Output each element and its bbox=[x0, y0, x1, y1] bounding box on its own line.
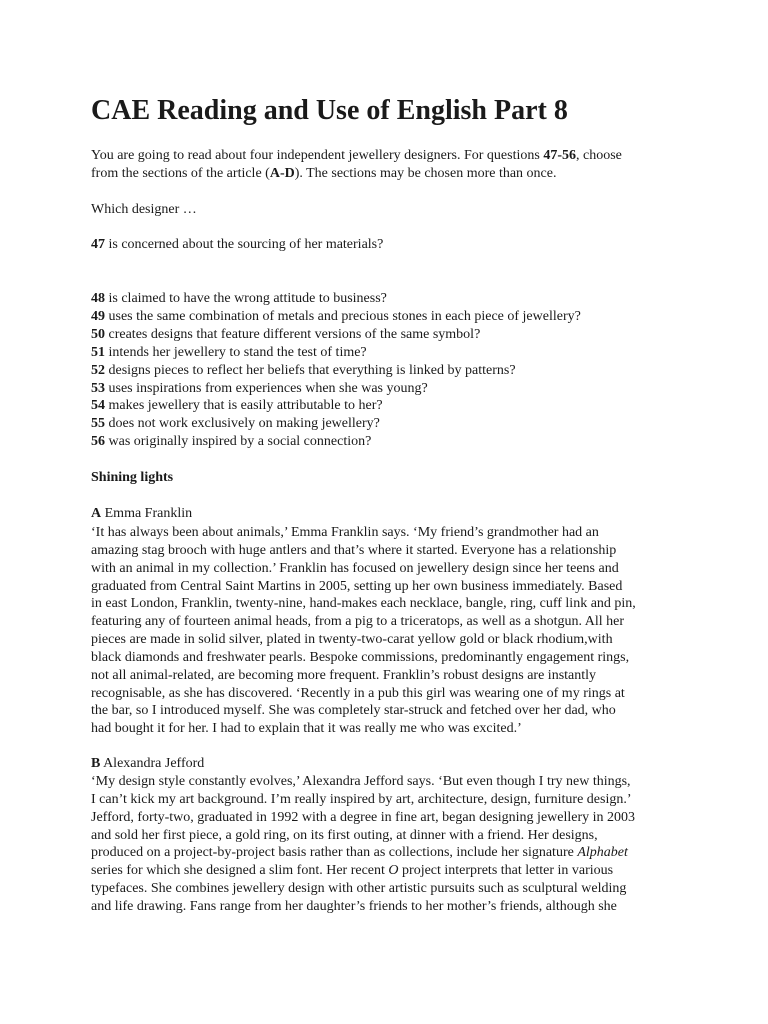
question-text: uses inspirations from experiences when she was young? bbox=[105, 380, 428, 396]
paragraph-line: amazing stag brooch with huge antlers and that’s where it started. Everyone has a relationship bbox=[91, 542, 617, 558]
question-50 bbox=[91, 326, 581, 344]
question-list bbox=[91, 290, 581, 451]
paragraph-line: featuring any of fourteen animal heads, from a pig to a triceratops, as well as a shotgun. All her bbox=[91, 614, 624, 630]
instructions-text: You are going to read about four independent jewellery designers. For questions bbox=[91, 148, 544, 163]
question-number: 56 bbox=[91, 434, 105, 450]
paragraph-line: in east London, Franklin, twenty-nine, hand-makes each necklace, bangle, ring, cuff link and pin, bbox=[91, 596, 636, 612]
question-48 bbox=[91, 290, 581, 308]
paragraph-line: recognisable, as she has discovered. ‘Recently in a pub this girl was wearing one of my rings at bbox=[91, 685, 625, 701]
question-text: is concerned about the sourcing of her materials? bbox=[105, 237, 384, 252]
paragraph-text: produced on a project-by-project basis rather than as collections, include her signature bbox=[91, 845, 578, 861]
alphabet-series-name: Alphabet bbox=[577, 845, 628, 861]
instructions-text: , choose bbox=[576, 148, 622, 163]
paragraph-line: not all animal-related, are becoming more frequent. Franklin’s robust designs are instantly bbox=[91, 667, 597, 683]
designer-name: Alexandra Jefford bbox=[100, 756, 205, 771]
article-heading: Shining lights bbox=[91, 470, 174, 485]
instructions-line-2 bbox=[91, 165, 622, 183]
question-54 bbox=[91, 397, 581, 415]
paragraph-line: typefaces. She combines jewellery design with other artistic pursuits such as sculptural welding bbox=[91, 881, 627, 897]
instructions-text: ). The sections may be chosen more than once. bbox=[294, 166, 557, 181]
paragraph-text: project interprets that letter in various bbox=[398, 863, 614, 879]
question-52 bbox=[91, 362, 581, 380]
section-range: A-D bbox=[269, 166, 295, 181]
question-55 bbox=[91, 415, 581, 433]
question-51 bbox=[91, 344, 581, 362]
page-title: CAE Reading and Use of English Part 8 bbox=[91, 95, 568, 126]
section-b-body bbox=[91, 773, 635, 916]
paragraph-line: pieces are made in solid silver, plated in twenty-two-carat yellow gold or black rhodium,with bbox=[91, 632, 613, 648]
paragraph-line: and life drawing. Fans range from her daughter’s friends to her mother’s friends, although she bbox=[91, 898, 617, 914]
paragraph-line: Jefford, forty-two, graduated in 1992 with a degree in fine art, began designing jewellery in 2003 bbox=[91, 809, 636, 825]
question-text: is claimed to have the wrong attitude to business? bbox=[105, 291, 387, 306]
paragraph-line: with an animal in my collection.’ Franklin has focused on jewellery design since her teens and bbox=[91, 560, 619, 576]
section-b-title bbox=[91, 755, 204, 773]
paragraph-line bbox=[91, 844, 635, 862]
o-project-name: O bbox=[388, 863, 399, 879]
question-text: designs pieces to reflect her beliefs that everything is linked by patterns? bbox=[105, 362, 516, 378]
paragraph-line: ‘My design style constantly evolves,’ Alexandra Jefford says. ‘But even though I try new things, bbox=[91, 774, 631, 789]
question-text: uses the same combination of metals and precious stones in each piece of jewellery? bbox=[105, 308, 581, 324]
question-number: 51 bbox=[91, 344, 105, 360]
question-49 bbox=[91, 308, 581, 326]
paragraph-line: black diamonds and freshwater pearls. Bespoke commissions, predominantly engagement rings, bbox=[91, 649, 630, 665]
question-number: 53 bbox=[91, 380, 105, 396]
paragraph-text: series for which she designed a slim font. Her recent bbox=[91, 863, 389, 879]
section-letter: A bbox=[91, 506, 102, 521]
question-number: 48 bbox=[91, 291, 105, 306]
question-text: creates designs that feature different versions of the same symbol? bbox=[105, 326, 481, 342]
paragraph-line: I can’t kick my art background. I’m really inspired by art, architecture, design, furniture design.’ bbox=[91, 791, 632, 807]
question-47 bbox=[91, 236, 383, 254]
question-number: 50 bbox=[91, 326, 105, 342]
question-text: was originally inspired by a social connection? bbox=[105, 434, 372, 450]
section-a-title bbox=[91, 505, 192, 523]
paragraph-line bbox=[91, 862, 635, 880]
question-number: 52 bbox=[91, 362, 105, 378]
section-a-body bbox=[91, 524, 636, 738]
question-number: 47 bbox=[91, 237, 105, 252]
question-text: intends her jewellery to stand the test of time? bbox=[105, 344, 367, 360]
instructions bbox=[91, 147, 622, 183]
instructions-line-1 bbox=[91, 147, 622, 165]
paragraph-line: the bar, so I introduced myself. She was completely star-struck and fetched over her dad, who bbox=[91, 703, 616, 719]
paragraph-line: had bought it for her. I had to explain that it was really me who was excited.’ bbox=[91, 721, 522, 737]
question-number: 55 bbox=[91, 416, 105, 432]
question-number: 49 bbox=[91, 308, 105, 324]
paragraph-line: and sold her first piece, a gold ring, on its first outing, at dinner with a friend. Her designs, bbox=[91, 827, 598, 843]
question-number: 54 bbox=[91, 398, 105, 414]
question-53 bbox=[91, 380, 581, 398]
which-designer-prompt: Which designer … bbox=[91, 202, 197, 217]
designer-name: Emma Franklin bbox=[101, 506, 193, 521]
question-text: does not work exclusively on making jewellery? bbox=[105, 416, 380, 432]
paragraph-line: ‘It has always been about animals,’ Emma Franklin says. ‘My friend’s grandmother had an bbox=[91, 525, 599, 540]
question-range: 47-56 bbox=[543, 148, 576, 163]
question-text: makes jewellery that is easily attributable to her? bbox=[105, 398, 383, 414]
instructions-text: from the sections of the article ( bbox=[91, 166, 270, 181]
question-56 bbox=[91, 433, 581, 451]
section-letter: B bbox=[91, 756, 101, 771]
paragraph-line: graduated from Central Saint Martins in 2005, setting up her own business immediately. Based bbox=[91, 578, 623, 594]
